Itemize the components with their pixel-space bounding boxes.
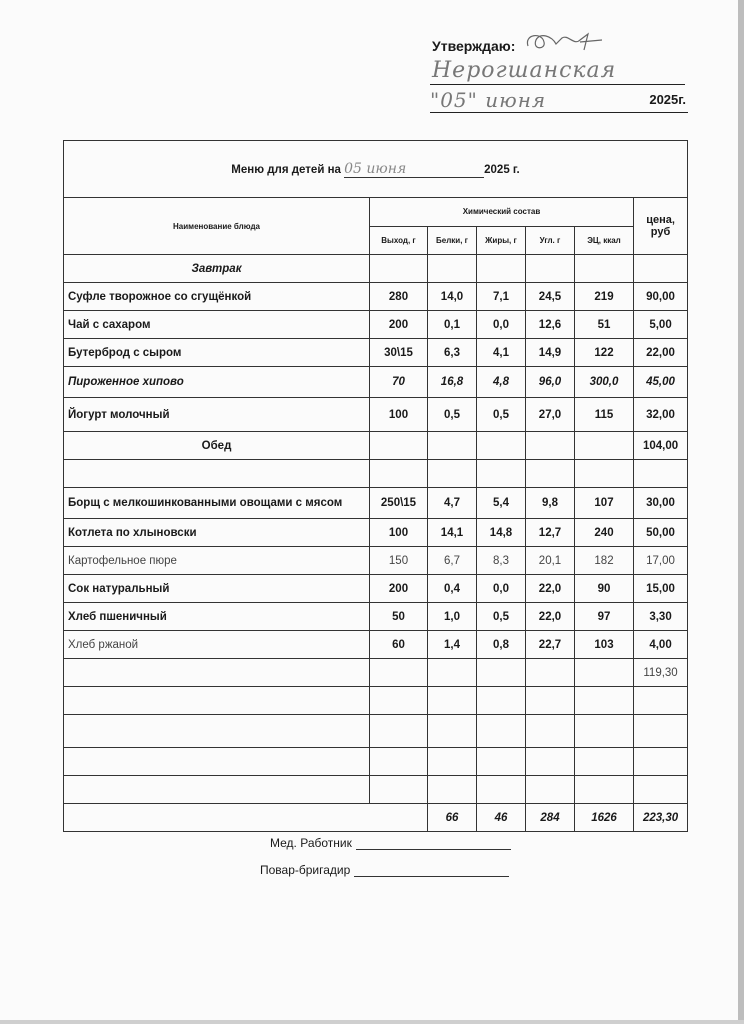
approval-label: Утверждаю: — [432, 38, 516, 54]
dish-fat: 7,1 — [477, 283, 526, 311]
dish-name: Йогурт молочный — [64, 398, 370, 432]
approver-name: Нерогшанская — [432, 58, 617, 83]
dish-yield: 280 — [370, 283, 428, 311]
dish-energy: 97 — [575, 603, 634, 631]
lunch-total-price: 119,30 — [634, 659, 688, 687]
dish-header: Наименование блюда — [64, 198, 370, 255]
dish-price: 32,00 — [634, 398, 688, 432]
approver-name-line — [430, 58, 685, 85]
dish-name: Котлета по хлыновски — [64, 519, 370, 547]
empty-row — [64, 460, 688, 488]
header-row-1 — [64, 198, 688, 227]
dish-price: 5,00 — [634, 311, 688, 339]
dish-price: 15,00 — [634, 575, 688, 603]
dish-carbs: 24,5 — [526, 283, 575, 311]
dish-energy: 240 — [575, 519, 634, 547]
dish-carbs: 27,0 — [526, 398, 575, 432]
total-carbs: 284 — [526, 804, 575, 832]
dish-energy: 107 — [575, 488, 634, 519]
breakfast-total-price: 104,00 — [634, 432, 688, 460]
dish-yield: 70 — [370, 367, 428, 398]
lunch-section-row — [64, 432, 688, 460]
fat-header: Жиры, г — [477, 226, 526, 255]
dish-fat: 0,5 — [477, 603, 526, 631]
dish-fat: 14,8 — [477, 519, 526, 547]
table-row — [64, 283, 688, 311]
dish-name: Хлеб пшеничный — [64, 603, 370, 631]
lunch-subtotal-row — [64, 659, 688, 687]
dish-name: Борщ с мелкошинкованными овощами с мясом — [64, 488, 370, 519]
dish-name: Хлеб ржаной — [64, 631, 370, 659]
dish-protein: 6,7 — [428, 547, 477, 575]
dish-price: 3,30 — [634, 603, 688, 631]
dish-carbs: 9,8 — [526, 488, 575, 519]
dish-fat: 0,0 — [477, 575, 526, 603]
total-fat: 46 — [477, 804, 526, 832]
medic-signature: Мед. Работник — [270, 836, 511, 850]
dish-protein: 1,4 — [428, 631, 477, 659]
dish-price: 90,00 — [634, 283, 688, 311]
empty-row — [64, 748, 688, 776]
menu-table — [63, 140, 688, 832]
dish-protein: 0,5 — [428, 398, 477, 432]
dish-name: Бутерброд с сыром — [64, 339, 370, 367]
dish-carbs: 12,6 — [526, 311, 575, 339]
approval-date: "05" июня — [430, 88, 547, 112]
dish-yield: 50 — [370, 603, 428, 631]
dish-carbs: 12,7 — [526, 519, 575, 547]
dish-yield: 100 — [370, 519, 428, 547]
carbs-header: Угл. г — [526, 226, 575, 255]
table-row — [64, 311, 688, 339]
breakfast-label: Завтрак — [64, 255, 370, 283]
dish-fat: 0,5 — [477, 398, 526, 432]
empty-row — [64, 715, 688, 748]
table-row — [64, 519, 688, 547]
medic-signature-line — [356, 837, 511, 850]
table-row — [64, 603, 688, 631]
menu-title: Меню для детей на 05 июня 2025 г. — [64, 141, 688, 198]
signature-icon — [522, 28, 612, 58]
dish-price: 50,00 — [634, 519, 688, 547]
total-protein: 66 — [428, 804, 477, 832]
dish-carbs: 20,1 — [526, 547, 575, 575]
dish-yield: 60 — [370, 631, 428, 659]
dish-name: Чай с сахаром — [64, 311, 370, 339]
dish-yield: 100 — [370, 398, 428, 432]
dish-name: Пироженное хипово — [64, 367, 370, 398]
dish-carbs: 96,0 — [526, 367, 575, 398]
scan-edge — [738, 0, 744, 1024]
table-row — [64, 398, 688, 432]
menu-date: 05 июня — [344, 161, 484, 178]
dish-fat: 8,3 — [477, 547, 526, 575]
table-row — [64, 631, 688, 659]
dish-yield: 30\15 — [370, 339, 428, 367]
dish-fat: 0,0 — [477, 311, 526, 339]
scan-bottom-edge — [0, 1020, 744, 1024]
dish-energy: 300,0 — [575, 367, 634, 398]
dish-protein: 14,1 — [428, 519, 477, 547]
empty-row — [64, 687, 688, 715]
price-header: цена, руб — [634, 198, 688, 255]
lunch-label: Обед — [64, 432, 370, 460]
table-row — [64, 367, 688, 398]
dish-energy: 90 — [575, 575, 634, 603]
approval-date-line — [430, 90, 688, 113]
dish-yield: 250\15 — [370, 488, 428, 519]
dish-fat: 5,4 — [477, 488, 526, 519]
dish-protein: 0,4 — [428, 575, 477, 603]
dish-protein: 14,0 — [428, 283, 477, 311]
total-price: 223,30 — [634, 804, 688, 832]
dish-protein: 6,3 — [428, 339, 477, 367]
dish-price: 22,00 — [634, 339, 688, 367]
dish-name: Суфле творожное со сгущёнкой — [64, 283, 370, 311]
cook-signature: Повар-бригадир — [260, 863, 509, 877]
dish-energy: 51 — [575, 311, 634, 339]
energy-header: ЭЦ, ккал — [575, 226, 634, 255]
dish-price: 4,00 — [634, 631, 688, 659]
empty-row — [64, 776, 688, 804]
breakfast-section-row — [64, 255, 688, 283]
dish-carbs: 22,7 — [526, 631, 575, 659]
dish-name: Сок натуральный — [64, 575, 370, 603]
approval-year: 2025г. — [649, 92, 686, 107]
dish-yield: 150 — [370, 547, 428, 575]
cook-signature-line — [354, 864, 509, 877]
table-row — [64, 547, 688, 575]
dish-energy: 122 — [575, 339, 634, 367]
table-row — [64, 339, 688, 367]
protein-header: Белки, г — [428, 226, 477, 255]
totals-row — [64, 804, 688, 832]
dish-price: 45,00 — [634, 367, 688, 398]
dish-carbs: 22,0 — [526, 575, 575, 603]
title-row — [64, 141, 688, 198]
table-row — [64, 575, 688, 603]
dish-energy: 115 — [575, 398, 634, 432]
dish-price: 17,00 — [634, 547, 688, 575]
dish-carbs: 14,9 — [526, 339, 575, 367]
table-row — [64, 488, 688, 519]
chemical-header: Химический состав — [370, 198, 634, 227]
dish-protein: 0,1 — [428, 311, 477, 339]
dish-yield: 200 — [370, 575, 428, 603]
dish-fat: 0,8 — [477, 631, 526, 659]
dish-protein: 16,8 — [428, 367, 477, 398]
dish-fat: 4,8 — [477, 367, 526, 398]
dish-fat: 4,1 — [477, 339, 526, 367]
dish-energy: 103 — [575, 631, 634, 659]
dish-protein: 4,7 — [428, 488, 477, 519]
total-energy: 1626 — [575, 804, 634, 832]
dish-energy: 219 — [575, 283, 634, 311]
dish-energy: 182 — [575, 547, 634, 575]
dish-price: 30,00 — [634, 488, 688, 519]
yield-header: Выход, г — [370, 226, 428, 255]
dish-protein: 1,0 — [428, 603, 477, 631]
dish-yield: 200 — [370, 311, 428, 339]
dish-carbs: 22,0 — [526, 603, 575, 631]
dish-name: Картофельное пюре — [64, 547, 370, 575]
